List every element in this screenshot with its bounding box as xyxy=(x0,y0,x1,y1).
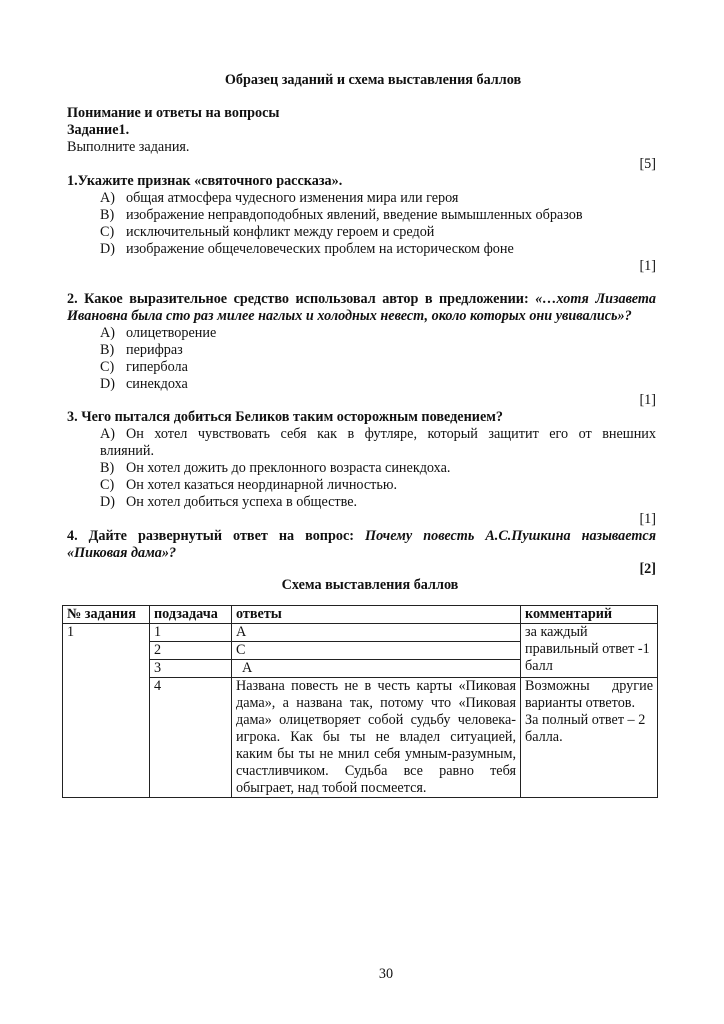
q2-option-a: A) олицетворение xyxy=(100,325,217,341)
task-instruction: Выполните задания. xyxy=(67,139,190,155)
q1-option-b: B) изображение неправдоподобных явлений, введение вымышленных образов xyxy=(100,207,583,223)
header-comment: комментарий xyxy=(521,606,658,624)
subtask-cell: 1 xyxy=(150,624,232,642)
q1-points: [1] xyxy=(639,258,656,274)
q2-option-c: C) гипербола xyxy=(100,359,188,375)
table-row xyxy=(63,678,658,798)
task-label: Задание1. xyxy=(67,122,130,138)
answer-cell: A xyxy=(232,624,521,642)
page-title: Образец заданий и схема выставления баллов xyxy=(224,72,522,88)
section-heading: Понимание и ответы на вопросы xyxy=(67,105,280,121)
q3-option-a: A) Он хотел чувствовать себя как в футляре, который защитит его от внешних xyxy=(100,426,656,442)
q1-option-a: A) общая атмосфера чудесного изменения мира или героя xyxy=(100,190,459,206)
header-subtask: подзадача xyxy=(150,606,232,624)
subtask-cell: 4 xyxy=(150,678,232,798)
q3-points: [1] xyxy=(639,511,656,527)
q1-option-c: C) исключительный конфликт между героем и средой xyxy=(100,224,435,240)
comment-full-answer: За полный ответ – 2 балла. xyxy=(525,712,646,745)
q3-option-c: C) Он хотел казаться неординарной личностью. xyxy=(100,477,397,493)
header-task-number: № задания xyxy=(63,606,150,624)
header-answers: ответы xyxy=(232,606,521,624)
task-number-cell: 1 xyxy=(63,624,150,798)
comment-cell xyxy=(521,678,658,798)
answer-cell: C xyxy=(232,642,521,660)
page-number: 30 xyxy=(378,966,394,982)
subtask-cell: 3 xyxy=(150,660,232,678)
comment-cell: за каждый правильный ответ -1 балл xyxy=(521,624,658,678)
q4-points: [2] xyxy=(639,561,656,577)
q2-points: [1] xyxy=(639,392,656,408)
table-header-row xyxy=(63,606,658,624)
answer-cell: A xyxy=(232,660,521,678)
question-1: 1.Укажите признак «святочного рассказа». xyxy=(67,173,343,189)
subtask-cell: 2 xyxy=(150,642,232,660)
q2-option-b: B) перифраз xyxy=(100,342,183,358)
scoring-table xyxy=(62,605,658,798)
question-4-line1: 4. Дайте развернутый ответ на вопрос: Почему повесть А.С.Пушкина называется xyxy=(67,528,657,544)
q3-option-a-cont: влияний. xyxy=(100,443,155,459)
question-2-line2: Ивановна была сто раз милее наглых и холодных невест, около которых они увивались»? xyxy=(67,308,632,324)
scheme-title: Схема выставления баллов xyxy=(281,577,459,593)
answer-cell: Названа повесть не в честь карты «Пиковая дама», а названа так, потому что «Пиковая дама» олицетворяет собой судьбу человека-игрока. Как бы ты не владел ситуацией, каким бы ты не мнил себя умным-разумным, счастливчиком. Судьба все равно тебя обыграет, над тобой посмеется. xyxy=(232,678,521,798)
total-points: [5] xyxy=(639,156,656,172)
question-2-line1: 2. Какое выразительное средство использовал автор в предложении: «…хотя Лизавета xyxy=(67,291,657,307)
q3-option-d: D) Он хотел добиться успеха в обществе. xyxy=(100,494,358,510)
question-4-line2: «Пиковая дама»? xyxy=(67,545,177,561)
q2-option-d: D) синекдоха xyxy=(100,376,188,392)
question-3: 3. Чего пытался добиться Беликов таким осторожным поведением? xyxy=(67,409,504,425)
table-row xyxy=(63,624,658,642)
comment-alternatives: Возможны другие варианты ответов. xyxy=(525,678,653,711)
q3-option-b: B) Он хотел дожить до преклонного возраста синекдоха. xyxy=(100,460,451,476)
q1-option-d: D) изображение общечеловеческих проблем на историческом фоне xyxy=(100,241,514,257)
